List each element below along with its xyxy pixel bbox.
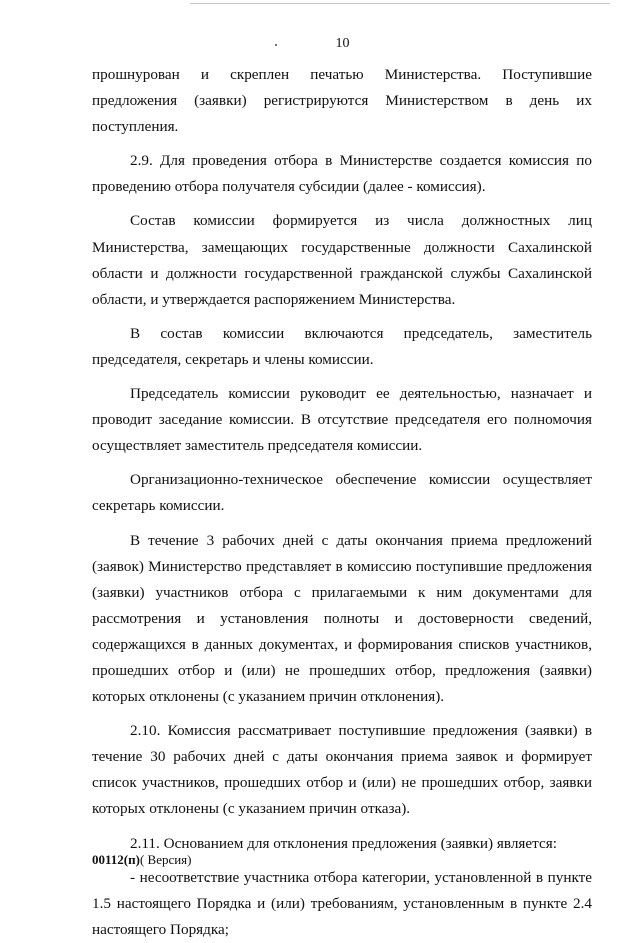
paragraph-commission-composition: Состав комиссии формируется из числа должностных лиц Министерства, замещающих государственные должности Сахалинской области и должности государственной гражданской службы Сахалинской области, и утверждается распоряжением Министерства.: [92, 212, 592, 308]
paragraph-rejection-reason: - несоответствие участника отбора категории, установленной в пункте 1.5 настоящего Порядка и (или) требованиям, установленным в пункте 2.4 настоящего Порядка;: [92, 868, 592, 938]
document-footer: [92, 852, 192, 868]
paragraph-2-9: 2.9. Для проведения отбора в Министерстве создается комиссия по проведению отбора получателя субсидии (далее - комиссия).: [92, 152, 592, 196]
paragraph-submission: В течение 3 рабочих дней с даты окончания приема предложений (заявок) Министерство представляет в комиссию поступившие предложения (заявки) участников отбора с прилагаемыми к ним документами для рассмотрения и установления полноты и достоверности сведений, содержащихся в данных документах, и формирования списков участников, прошедших отбор и (или) не прошедших отбор, предложения (заявки) которых отклонены (с указанием причин отклонения).: [92, 531, 592, 706]
paragraph-2-11: 2.11. Основанием для отклонения предложения (заявки) является:: [130, 834, 557, 852]
paragraph-commission-members: В состав комиссии включаются председатель, заместитель председателя, секретарь и члены комиссии.: [92, 324, 592, 368]
paragraph-chairman: Председатель комиссии руководит ее деятельностью, назначает и проводит заседание комиссии. В отсутствие председателя его полномочия осуществляет заместитель председателя комиссии.: [92, 385, 592, 455]
paragraph-2-10: 2.10. Комиссия рассматривает поступившие предложения (заявки) в течение 30 рабочих дней с даты окончания приема заявок и формирует список участников, прошедших отбор и (или) не прошедших отбор, заявки которых отклонены (с указанием причин отказа).: [92, 722, 592, 818]
document-code: 00112(п): [92, 852, 140, 867]
page-number: 10: [335, 36, 350, 51]
paragraph-continuation: прошнурован и скреплен печатью Министерства. Поступившие предложения (заявки) регистрируются Министерством в день их поступления.: [92, 66, 592, 136]
document-body: [92, 62, 592, 943]
paragraph-secretary: Организационно-техническое обеспечение комиссии осуществляет секретарь комиссии.: [92, 471, 592, 515]
scan-top-edge: [190, 3, 610, 4]
document-version: ( Версия): [139, 852, 192, 867]
